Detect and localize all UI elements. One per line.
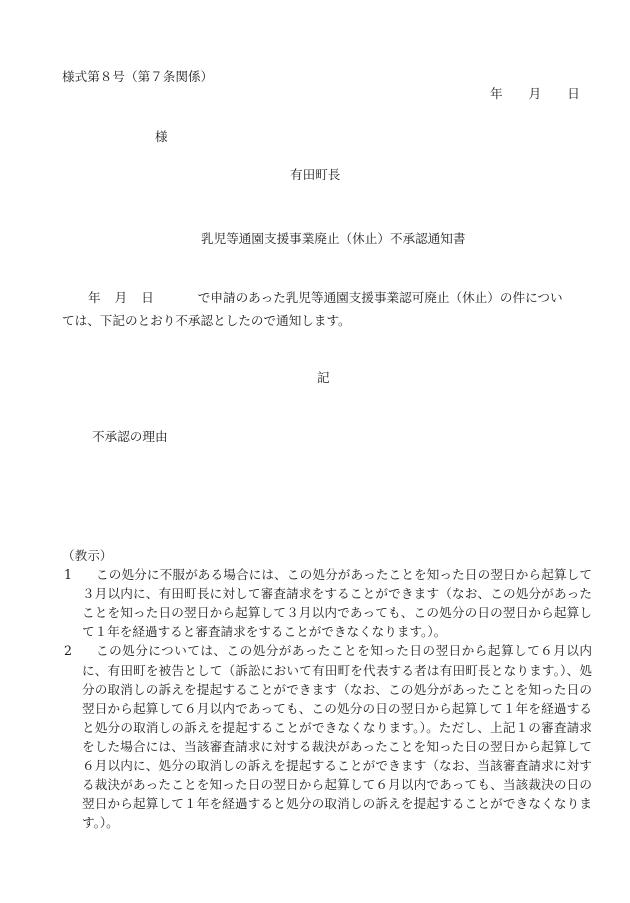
- form-number: 様式第８号（第７条関係）: [62, 69, 214, 84]
- notice-item-1: [62, 565, 592, 641]
- notice-section: [62, 546, 592, 832]
- notice-item-number: 1: [64, 567, 73, 583]
- date-month: 月: [528, 86, 542, 101]
- addressee: 様: [155, 129, 168, 144]
- ki-marker: 記: [317, 370, 330, 385]
- notice-item-text: この処分については、この処分があったことを知った日の翌日から起算して６月以内に、有田町を被告として（訴訟において有田町を代表する者は有田町長となります。）、処分の取消しの訴えを提起することができます（なお、この処分があったことを知った日の翌日から起算して６月以内であっても、この処分の日の翌日から起算して１年を経過すると処分の取消しの訴えを提起することができなくなります。）。ただし、上記１の審査請求をした場合には、当該審査請求に対する裁決があったことを知った日の翌日から起算して６月以内に、処分の取消しの訴えを提起することができます（なお、当該審査請求に対する裁決があったことを知った日の翌日から起算して６月以内であっても、当該裁決の日の翌日から起算して１年を経過すると処分の取消しの訴えを提起することができなくなります。）。: [82, 643, 592, 831]
- issuer: 有田町長: [290, 167, 341, 182]
- body-line-2: ては、下記のとおり不承認としたので通知します。: [62, 313, 351, 328]
- body-text-1: で申請のあった乳児等通園支援事業認可廃止（休止）の件につい: [197, 290, 563, 305]
- notice-item-2: [62, 641, 592, 832]
- document-title: 乳児等通園支援事業廃止（休止）不承認通知書: [201, 231, 466, 246]
- notice-item-text: この処分に不服がある場合には、この処分があったことを知った日の翌日から起算して３月以内に、有田町長に対して審査請求をすることができます（なお、この処分があったことを知った日の翌日から起算して３月以内であっても、この処分の日の翌日から起算して１年を経過すると審査請求をすることができなくなります。）。: [82, 567, 592, 640]
- body-year: 年: [88, 290, 101, 305]
- notice-item-number: 2: [64, 643, 73, 659]
- date-line: [490, 83, 580, 102]
- body-line-1: [88, 287, 563, 306]
- notice-heading: （教示）: [62, 548, 113, 563]
- date-day: 日: [567, 86, 580, 101]
- body-month: 月: [114, 290, 128, 305]
- reason-label: 不承認の理由: [92, 429, 168, 444]
- date-year: 年: [490, 86, 503, 101]
- body-day: 日: [141, 290, 154, 305]
